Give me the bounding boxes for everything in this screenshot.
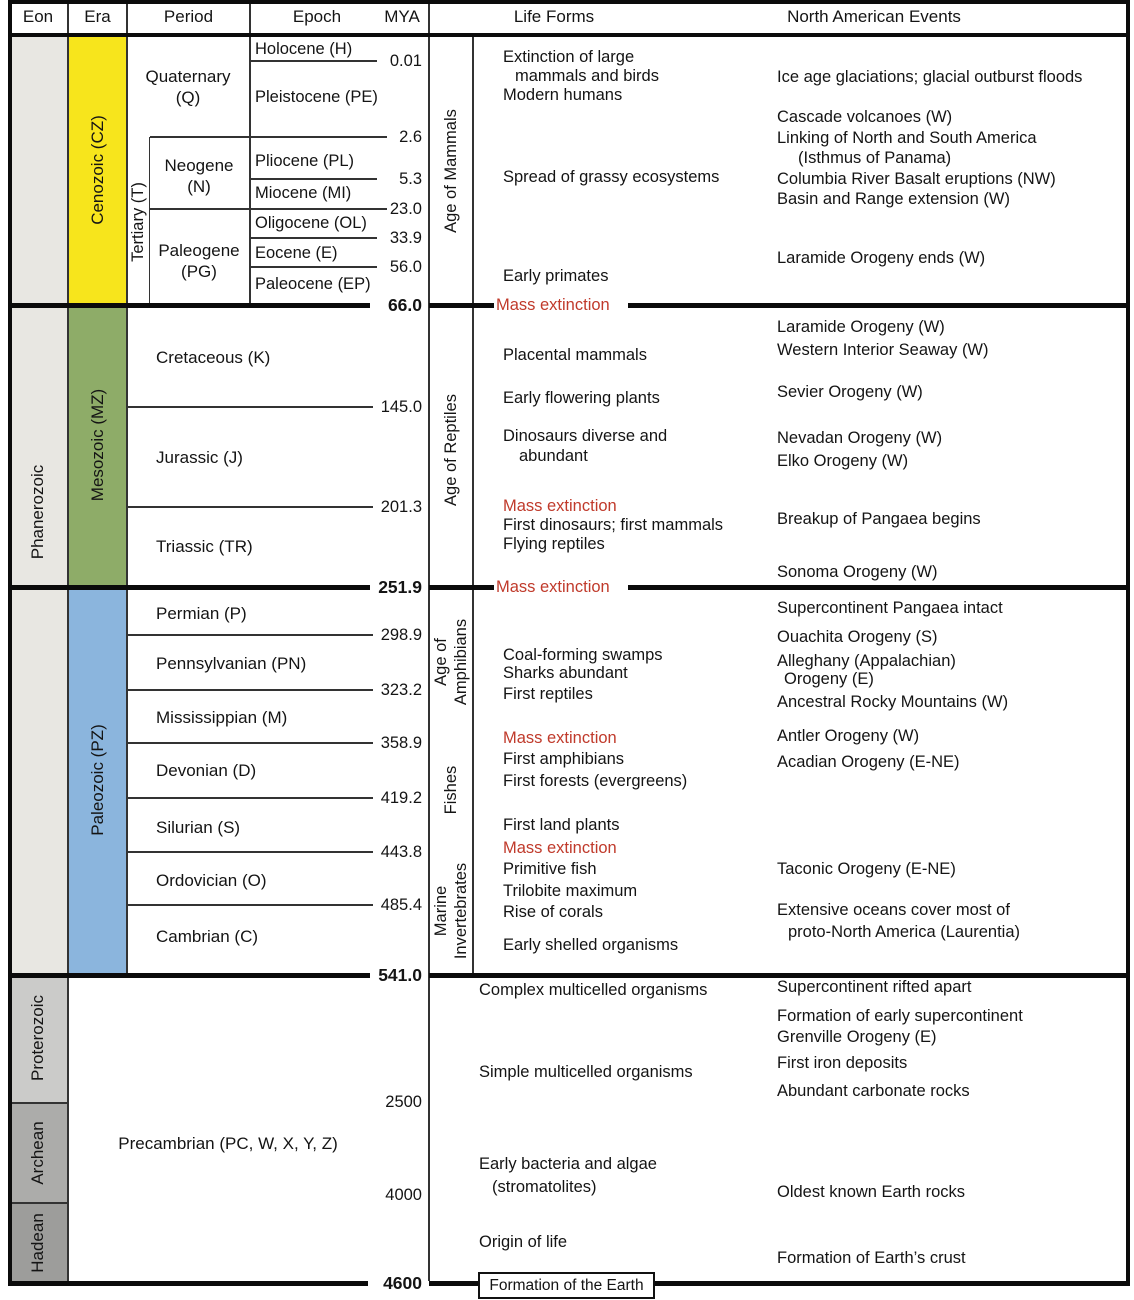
period-label-text: Cretaceous (K) — [156, 347, 271, 367]
mya-value-201.3: 201.3 — [380, 498, 422, 516]
mya-value-2.6: 2.6 — [399, 128, 422, 146]
period-label-jurassic-j — [156, 447, 243, 468]
period-label-text: (Q) — [175, 88, 201, 107]
period-label-text: (PG) — [181, 262, 217, 281]
age-span-label-marine-invertebrates — [431, 761, 471, 1061]
boundary-298.9-line — [127, 634, 373, 636]
na-event-item: proto-North America (Laurentia) — [788, 923, 1021, 941]
grid-age-column-right — [472, 37, 474, 975]
era-label-mesozoic-mz-text: Mesozoic (MZ) — [87, 388, 107, 502]
sub-era-label-tertiary-text: Tertiary (T) — [129, 182, 147, 262]
boundary-23.0-line — [150, 208, 387, 210]
period-label-text: Permian (P) — [156, 603, 247, 623]
boundary-145.0-line — [127, 406, 373, 408]
border-left — [8, 0, 12, 1286]
mya-value-0.01: 0.01 — [389, 52, 422, 70]
life-form-item: Simple multicelled organisms — [479, 1063, 693, 1081]
eon-label-hadean — [28, 1093, 48, 1300]
boundary-443.8-line — [127, 851, 373, 853]
mya-value-358.9: 358.9 — [380, 734, 422, 752]
life-form-item: Early shelled organisms — [503, 936, 679, 954]
mya-value-251.9: 251.9 — [378, 577, 422, 597]
eon-label-proterozoic-text: Proterozoic — [28, 995, 47, 1081]
na-event-item: Formation of early supercontinent — [777, 1007, 1023, 1025]
era-label-paleozoic-pz — [88, 630, 108, 930]
life-form-item: Spread of grassy ecosystems — [503, 168, 720, 186]
period-label-text: Jurassic (J) — [156, 447, 243, 467]
column-header-period: Period — [163, 6, 214, 26]
age-span-label-marine-invertebrates-text: Invertebrates — [452, 862, 470, 960]
na-event-item: Grenville Orogeny (E) — [777, 1028, 937, 1046]
na-event-item: Supercontinent rifted apart — [777, 978, 972, 996]
period-label-devonian-d — [156, 760, 256, 781]
mya-value-33.9: 33.9 — [389, 229, 422, 247]
na-event-item: Cascade volcanoes (W) — [777, 108, 953, 126]
boundary-251.9-line-right — [628, 585, 1126, 590]
mya-value-541.0: 541.0 — [378, 965, 422, 985]
life-form-item: Flying reptiles — [503, 535, 605, 553]
eon-label-phanerozoic — [28, 362, 48, 662]
life-form-item: First reptiles — [503, 685, 593, 703]
mya-value-145.0: 145.0 — [380, 398, 422, 416]
era-label-paleozoic-pz-text: Paleozoic (PZ) — [87, 724, 107, 836]
life-form-item: First dinosaurs; first mammals — [503, 516, 724, 534]
boundary-541.0-line-left — [8, 973, 370, 978]
na-event-item: Sonoma Orogeny (W) — [777, 563, 938, 581]
age-span-label-age-of-mammals-text: Age of Mammals — [442, 109, 460, 233]
period-label-text: Mississippian (M) — [156, 707, 288, 727]
life-form-item: (stromatolites) — [492, 1178, 597, 1196]
life-form-mass-extinction: Mass extinction — [503, 497, 617, 515]
mya-value-4600: 4600 — [383, 1273, 422, 1293]
boundary-33.9-line — [250, 237, 377, 239]
period-label-text: Neogene — [164, 156, 234, 175]
column-header-mya: MYA — [384, 6, 420, 26]
border-top — [8, 0, 1130, 4]
mya-value-2500: 2500 — [385, 1093, 422, 1111]
period-label-text: Triassic (TR) — [156, 536, 253, 556]
eon-label-archean-text: Archean — [28, 1121, 47, 1185]
na-event-item: Linking of North and South America — [777, 129, 1037, 147]
na-event-item: Alleghany (Appalachian) — [777, 652, 956, 670]
mya-value-323.2: 323.2 — [380, 681, 422, 699]
boundary-358.9-line — [127, 742, 373, 744]
period-label-permian-p — [156, 603, 247, 624]
boundary-2.6-line — [150, 136, 387, 138]
period-label-mississippian-m — [156, 707, 287, 728]
age-span-label-age-of-reptiles-text: Age of Reptiles — [442, 394, 460, 506]
boundary-4600-line-mid — [429, 1281, 478, 1286]
na-event-item: Basin and Range extension (W) — [777, 190, 1010, 208]
life-form-item: Trilobite maximum — [503, 882, 638, 900]
life-form-mass-extinction: Mass extinction — [503, 839, 617, 857]
epoch-label-holocene-h: Holocene (H) — [255, 40, 353, 58]
border-right — [1126, 0, 1130, 1286]
na-event-item: Western Interior Seaway (W) — [777, 341, 989, 359]
life-form-item: Origin of life — [479, 1233, 568, 1251]
period-label-text: Silurian (S) — [156, 817, 241, 837]
life-form-item: Early flowering plants — [503, 389, 660, 407]
life-form-item: Modern humans — [503, 86, 623, 104]
life-form-item: Sharks abundant — [503, 664, 628, 682]
grid-mya-life — [428, 0, 430, 1281]
boundary-419.2-line — [127, 797, 373, 799]
formation-of-earth-box: Formation of the Earth — [478, 1272, 655, 1299]
na-event-item: Oldest known Earth rocks — [777, 1183, 965, 1201]
na-event-item: Orogeny (E) — [784, 670, 874, 688]
sub-era-label-tertiary — [128, 72, 148, 372]
eon-label-hadean-text: Hadean — [28, 1213, 47, 1273]
period-label-text: Quaternary — [145, 67, 231, 86]
period-label-text: Precambrian (PC, W, X, Y, Z) — [118, 1133, 338, 1153]
epoch-label-pleistocene-pe: Pleistocene (PE) — [255, 88, 378, 106]
mya-value-443.8: 443.8 — [380, 843, 422, 861]
life-form-item: Coal-forming swamps — [503, 646, 663, 664]
mya-value-66.0: 66.0 — [387, 295, 422, 315]
mya-value-298.9: 298.9 — [380, 626, 422, 644]
life-form-item: Extinction of large — [503, 48, 635, 66]
age-span-label-fishes-text: Fishes — [442, 765, 460, 815]
mya-value-485.4: 485.4 — [380, 896, 422, 914]
na-event-item: Abundant carbonate rocks — [777, 1082, 970, 1100]
na-event-item: Sevier Orogeny (W) — [777, 383, 923, 401]
era-label-cenozoic-cz-text: Cenozoic (CZ) — [87, 115, 107, 225]
life-form-item: First forests (evergreens) — [503, 772, 688, 790]
period-label-text: (N) — [187, 177, 211, 196]
period-label-text: Cambrian (C) — [156, 926, 259, 946]
na-event-item: Laramide Orogeny ends (W) — [777, 249, 986, 267]
period-label-text: Ordovician (O) — [156, 870, 267, 890]
eon-label-phanerozoic-text: Phanerozoic — [28, 464, 47, 560]
age-span-label-age-of-amphibians-text: Age of — [432, 638, 450, 686]
age-span-label-age-of-mammals — [441, 21, 461, 321]
na-event-item: Columbia River Basalt eruptions (NW) — [777, 170, 1056, 188]
na-event-item: Breakup of Pangaea begins — [777, 510, 981, 528]
na-event-item: Formation of Earth’s crust — [777, 1249, 966, 1267]
life-form-item: Placental mammals — [503, 346, 647, 364]
period-label-cretaceous-k — [156, 347, 270, 368]
column-header-life-forms: Life Forms — [513, 6, 595, 26]
grid-eon-era — [67, 0, 69, 1281]
column-header-eon: Eon — [22, 6, 54, 26]
boundary-323.2-line — [127, 689, 373, 691]
period-label-silurian-s — [156, 817, 240, 838]
boundary-4600-line-left — [8, 1281, 368, 1286]
boundary-485.4-line — [127, 904, 373, 906]
boundary-66.0-line-left — [8, 303, 370, 308]
na-event-item: Laramide Orogeny (W) — [777, 318, 945, 336]
na-event-item: Taconic Orogeny (E-NE) — [777, 860, 956, 878]
life-form-item: mammals and birds — [515, 67, 659, 85]
boundary-66.0-line-mid — [429, 303, 494, 308]
life-form-item: First amphibians — [503, 750, 625, 768]
era-label-mesozoic-mz — [88, 295, 108, 595]
period-label-triassic-tr — [156, 536, 253, 557]
epoch-label-pliocene-pl: Pliocene (PL) — [255, 152, 355, 170]
age-span-label-age-of-amphibians-text: Amphibians — [452, 618, 470, 706]
epoch-label-eocene-e: Eocene (E) — [255, 244, 338, 262]
life-form-item: Early primates — [503, 267, 609, 285]
na-event-item: Elko Orogeny (W) — [777, 452, 909, 470]
boundary-251.9-line-left — [8, 585, 370, 590]
age-span-label-marine-invertebrates-text: Marine — [432, 885, 450, 937]
period-label-text: Devonian (D) — [156, 760, 257, 780]
period-label-pennsylvanian-pn — [156, 653, 306, 674]
na-event-item: Nevadan Orogeny (W) — [777, 429, 943, 447]
life-form-item: Primitive fish — [503, 860, 597, 878]
boundary-0.01-line — [250, 60, 377, 62]
na-event-item: Acadian Orogeny (E-NE) — [777, 753, 960, 771]
life-form-item: Dinosaurs diverse and — [503, 427, 668, 445]
mya-value-419.2: 419.2 — [380, 789, 422, 807]
mya-value-4000: 4000 — [385, 1186, 422, 1204]
life-form-item: Rise of corals — [503, 903, 603, 921]
life-form-mass-extinction: Mass extinction — [503, 729, 617, 747]
header-separator — [8, 33, 1130, 38]
period-label-cambrian-c — [156, 926, 258, 947]
life-form-item: abundant — [519, 447, 588, 465]
column-header-era: Era — [84, 6, 111, 26]
mya-value-5.3: 5.3 — [399, 170, 422, 188]
na-event-item: Extensive oceans cover most of — [777, 901, 1010, 919]
na-event-item: Antler Orogeny (W) — [777, 727, 920, 745]
column-header-na-events: North American Events — [787, 6, 961, 26]
epoch-label-paleocene-ep: Paleocene (EP) — [255, 275, 371, 293]
na-event-item: Supercontinent Pangaea intact — [777, 599, 1003, 617]
na-event-item: Ice age glaciations; glacial outburst floods — [777, 68, 1083, 86]
boundary-201.3-line — [127, 506, 373, 508]
life-form-item: Early bacteria and algae — [479, 1155, 657, 1173]
na-event-item: (Isthmus of Panama) — [798, 149, 952, 167]
boundary-66.0-line-right — [628, 303, 1126, 308]
period-label-text: Paleogene — [158, 241, 240, 260]
life-form-item: Complex multicelled organisms — [479, 981, 708, 999]
boundary-4600-line-right — [655, 1281, 1126, 1286]
na-event-item: Ancestral Rocky Mountains (W) — [777, 693, 1009, 711]
na-event-item: First iron deposits — [777, 1054, 908, 1072]
life-form-item: First land plants — [503, 816, 620, 834]
column-header-epoch: Epoch — [292, 6, 342, 26]
period-label-precambrian-pc-w-x-y-z — [118, 1133, 338, 1154]
mass-extinction-line-label: Mass extinction — [496, 578, 610, 596]
mass-extinction-line-label: Mass extinction — [496, 296, 610, 314]
mya-value-23.0: 23.0 — [389, 200, 422, 218]
epoch-label-oligocene-ol: Oligocene (OL) — [255, 214, 367, 232]
period-label-ordovician-o — [156, 870, 267, 891]
epoch-label-miocene-mi: Miocene (MI) — [255, 184, 352, 202]
period-label-text: Pennsylvanian (PN) — [156, 653, 307, 673]
na-event-item: Ouachita Orogeny (S) — [777, 628, 938, 646]
mya-value-56.0: 56.0 — [389, 258, 422, 276]
